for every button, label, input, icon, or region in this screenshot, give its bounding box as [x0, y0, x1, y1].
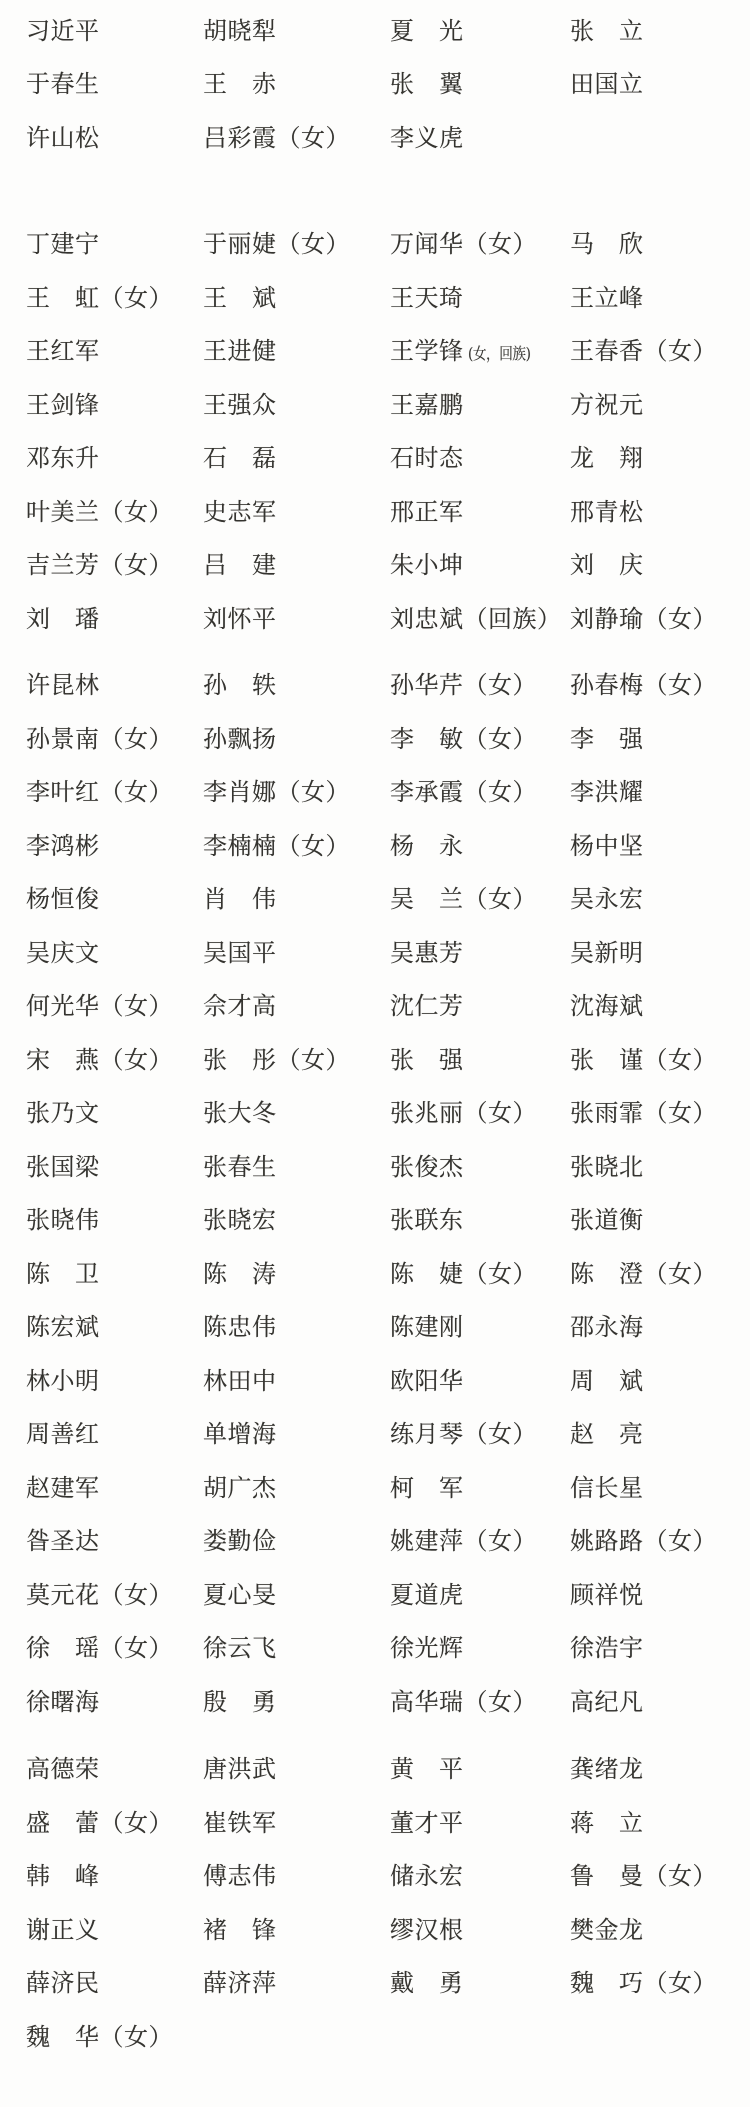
person-name: 胡广杰: [203, 1473, 277, 1502]
person-name: 王天琦: [390, 283, 464, 312]
person-name: 邓东升: [26, 444, 100, 473]
person-name: 张国梁: [26, 1152, 100, 1181]
person-name: 练月琴（女）: [390, 1420, 537, 1449]
person-name: 谢正义: [26, 1915, 100, 1944]
name-row: [0, 1957, 750, 2011]
name-row: [0, 1194, 750, 1248]
person-name: 张晓伟: [26, 1206, 100, 1235]
person-name: 魏 华（女）: [26, 2022, 173, 2051]
name-row: [0, 218, 750, 272]
person-name: 李 强: [570, 724, 644, 753]
person-name: 吴永宏: [570, 885, 644, 914]
person-name: 张晓宏: [203, 1206, 277, 1235]
ethnicity-gender-note: (女，回族): [467, 344, 530, 364]
person-name: 高纪凡: [570, 1687, 644, 1716]
person-name: 王春香（女）: [570, 337, 717, 366]
person-name: 董才平: [390, 1808, 464, 1837]
name-row: [0, 1354, 750, 1408]
person-name: 张 立: [570, 16, 644, 45]
name-row: [0, 1033, 750, 1087]
person-name: 李承霞（女）: [390, 778, 537, 807]
person-name: 韩 峰: [26, 1862, 100, 1891]
person-name: 王 斌: [203, 283, 277, 312]
person-name: 莫元花（女）: [26, 1580, 173, 1609]
person-name: 徐曙海: [26, 1687, 100, 1716]
person-name: 昝圣达: [26, 1527, 100, 1556]
person-name: 张乃文: [26, 1099, 100, 1128]
person-name: 张 彤（女）: [203, 1045, 350, 1074]
person-name: 于丽婕（女）: [203, 230, 350, 259]
person-name: 杨 永: [390, 831, 464, 860]
name-row: [0, 659, 750, 713]
person-name: 张道衡: [570, 1206, 644, 1235]
person-name: 宋 燕（女）: [26, 1045, 173, 1074]
person-name: 马 欣: [570, 230, 644, 259]
person-name: 缪汉根: [390, 1915, 464, 1944]
person-name: 鲁 曼（女）: [570, 1862, 717, 1891]
person-name: 王 赤: [203, 70, 277, 99]
person-name: 李肖娜（女）: [203, 778, 350, 807]
person-name: 方祝元: [570, 390, 644, 419]
person-name: 龚绪龙: [570, 1755, 644, 1784]
person-name: 张 翼: [390, 70, 464, 99]
name-row: [0, 1675, 750, 1729]
person-name: 姚路路（女）: [570, 1527, 717, 1556]
person-name: 崔铁军: [203, 1808, 277, 1837]
person-name: 胡晓犁: [203, 16, 277, 45]
person-name: 吕彩霞（女）: [203, 123, 350, 152]
person-name: 李洪耀: [570, 778, 644, 807]
person-name: 许昆林: [26, 671, 100, 700]
person-name: 陈 卫: [26, 1259, 100, 1288]
name-row: [0, 1622, 750, 1676]
name-row: [0, 766, 750, 820]
person-name: 张俊杰: [390, 1152, 464, 1181]
person-name: 王嘉鹏: [390, 390, 464, 419]
person-name: 李 敏（女）: [390, 724, 537, 753]
name-section-1: [0, 4, 750, 165]
name-row: [0, 1743, 750, 1797]
person-name: 石时态: [390, 444, 464, 473]
person-name: 吴新明: [570, 938, 644, 967]
name-row: [0, 1515, 750, 1569]
name-row: [0, 432, 750, 486]
name-row: [0, 873, 750, 927]
person-name: 陈 婕（女）: [390, 1259, 537, 1288]
person-name: 高华瑞（女）: [390, 1687, 537, 1716]
person-name: 刘 璠: [26, 604, 100, 633]
person-name: 邵永海: [570, 1313, 644, 1342]
person-name: 邢青松: [570, 497, 644, 526]
person-name: 吉兰芳（女）: [26, 551, 173, 580]
person-name: 史志军: [203, 497, 277, 526]
person-name: 刘怀平: [203, 604, 277, 633]
person-name: 刘静瑜（女）: [570, 604, 717, 633]
person-name: 林小明: [26, 1366, 100, 1395]
name-row: [0, 271, 750, 325]
name-row: [0, 485, 750, 539]
person-name: 赵 亮: [570, 1420, 644, 1449]
person-name: 张晓北: [570, 1152, 644, 1181]
person-name: 王红军: [26, 337, 100, 366]
name-row: [0, 980, 750, 1034]
person-name: 佘才高: [203, 992, 277, 1021]
person-name: 徐浩宇: [570, 1634, 644, 1663]
person-name: 杨中坚: [570, 831, 644, 860]
person-name: 李叶红（女）: [26, 778, 173, 807]
person-name: 朱小坤: [390, 551, 464, 580]
person-name: 王剑锋: [26, 390, 100, 419]
person-name: 陈 涛: [203, 1259, 277, 1288]
person-name: 李义虎: [390, 123, 464, 152]
name-section-4: [0, 1743, 750, 2064]
person-name: 孙 轶: [203, 671, 277, 700]
person-name: 肖 伟: [203, 885, 277, 914]
name-row: [0, 1568, 750, 1622]
person-name: 傅志伟: [203, 1862, 277, 1891]
person-name: 储永宏: [390, 1862, 464, 1891]
name-row: [0, 1301, 750, 1355]
person-name: 柯 军: [390, 1473, 464, 1502]
name-row: [0, 1408, 750, 1462]
person-name: 杨恒俊: [26, 885, 100, 914]
person-name: 吴 兰（女）: [390, 885, 537, 914]
person-name: 姚建萍（女）: [390, 1527, 537, 1556]
person-name: 魏 巧（女）: [570, 1969, 717, 1998]
person-name: 徐光辉: [390, 1634, 464, 1663]
person-name: 李楠楠（女）: [203, 831, 350, 860]
person-name: 田国立: [570, 70, 644, 99]
person-name: 于春生: [26, 70, 100, 99]
name-row: [0, 1903, 750, 1957]
person-name: 王 虹（女）: [26, 283, 173, 312]
person-name: 石 磊: [203, 444, 277, 473]
person-name: 吴庆文: [26, 938, 100, 967]
person-name: 黄 平: [390, 1755, 464, 1784]
person-name: 张 谨（女）: [570, 1045, 717, 1074]
person-name: 褚 锋: [203, 1915, 277, 1944]
person-name: 张联东: [390, 1206, 464, 1235]
person-name: 单增海: [203, 1420, 277, 1449]
person-name: 叶美兰（女）: [26, 497, 173, 526]
person-name: 夏 光: [390, 16, 464, 45]
name-row: [0, 1850, 750, 1904]
person-name: 孙华芹（女）: [390, 671, 537, 700]
person-name: 夏道虎: [390, 1580, 464, 1609]
person-name: 沈海斌: [570, 992, 644, 1021]
name-row: [0, 111, 750, 165]
name-row: [0, 926, 750, 980]
person-name: 周善红: [26, 1420, 100, 1449]
name-row: [0, 325, 750, 379]
person-name: 陈建刚: [390, 1313, 464, 1342]
person-name: 习近平: [26, 16, 100, 45]
name-list: [0, 4, 750, 2064]
person-name: 沈仁芳: [390, 992, 464, 1021]
person-name: 张兆丽（女）: [390, 1099, 537, 1128]
person-name: 薛济民: [26, 1969, 100, 1998]
name-row: [0, 712, 750, 766]
person-name: 陈宏斌: [26, 1313, 100, 1342]
name-row: [0, 592, 750, 646]
name-row: [0, 58, 750, 112]
person-name: 蒋 立: [570, 1808, 644, 1837]
person-name: 张大冬: [203, 1099, 277, 1128]
person-name: 刘 庆: [570, 551, 644, 580]
person-name: 高德荣: [26, 1755, 100, 1784]
person-name: 樊金龙: [570, 1915, 644, 1944]
name-row: [0, 1461, 750, 1515]
name-row: [0, 1796, 750, 1850]
person-name: 丁建宁: [26, 230, 100, 259]
person-name: 王立峰: [570, 283, 644, 312]
person-name: 徐 瑶（女）: [26, 1634, 173, 1663]
person-name: 陈 澄（女）: [570, 1259, 717, 1288]
name-row: [0, 4, 750, 58]
person-name: 王强众: [203, 390, 277, 419]
person-name: [390, 337, 570, 366]
person-name-text: 王学锋: [390, 337, 464, 366]
name-row: [0, 1140, 750, 1194]
person-name: 薛济萍: [203, 1969, 277, 1998]
person-name: 刘忠斌（回族）: [390, 604, 562, 633]
name-row: [0, 539, 750, 593]
person-name: 夏心旻: [203, 1580, 277, 1609]
person-name: 何光华（女）: [26, 992, 173, 1021]
person-name: 陈忠伟: [203, 1313, 277, 1342]
name-section-2: [0, 218, 750, 646]
person-name: 龙 翔: [570, 444, 644, 473]
person-name: 娄勤俭: [203, 1527, 277, 1556]
person-name: 戴 勇: [390, 1969, 464, 1998]
person-name: 殷 勇: [203, 1687, 277, 1716]
person-name: 张春生: [203, 1152, 277, 1181]
person-name: 吴国平: [203, 938, 277, 967]
name-row: [0, 1247, 750, 1301]
person-name: 顾祥悦: [570, 1580, 644, 1609]
person-name: 李鸿彬: [26, 831, 100, 860]
person-name: 欧阳华: [390, 1366, 464, 1395]
person-name: 张雨霏（女）: [570, 1099, 717, 1128]
name-row: [0, 1087, 750, 1141]
person-name: 盛 蕾（女）: [26, 1808, 173, 1837]
name-section-3: [0, 659, 750, 1729]
person-name: 唐洪武: [203, 1755, 277, 1784]
person-name: 林田中: [203, 1366, 277, 1395]
person-name: 徐云飞: [203, 1634, 277, 1663]
person-name: 孙飘扬: [203, 724, 277, 753]
name-row: [0, 819, 750, 873]
person-name: 孙景南（女）: [26, 724, 173, 753]
person-name: 万闻华（女）: [390, 230, 537, 259]
person-name: 赵建军: [26, 1473, 100, 1502]
person-name: 信长星: [570, 1473, 644, 1502]
person-name: 周 斌: [570, 1366, 644, 1395]
person-name: 邢正军: [390, 497, 464, 526]
person-name: 张 强: [390, 1045, 464, 1074]
name-row: [0, 2010, 750, 2064]
name-row: [0, 378, 750, 432]
person-name: 吴惠芳: [390, 938, 464, 967]
person-name: 王进健: [203, 337, 277, 366]
person-name: 吕 建: [203, 551, 277, 580]
person-name: 孙春梅（女）: [570, 671, 717, 700]
person-name: 许山松: [26, 123, 100, 152]
